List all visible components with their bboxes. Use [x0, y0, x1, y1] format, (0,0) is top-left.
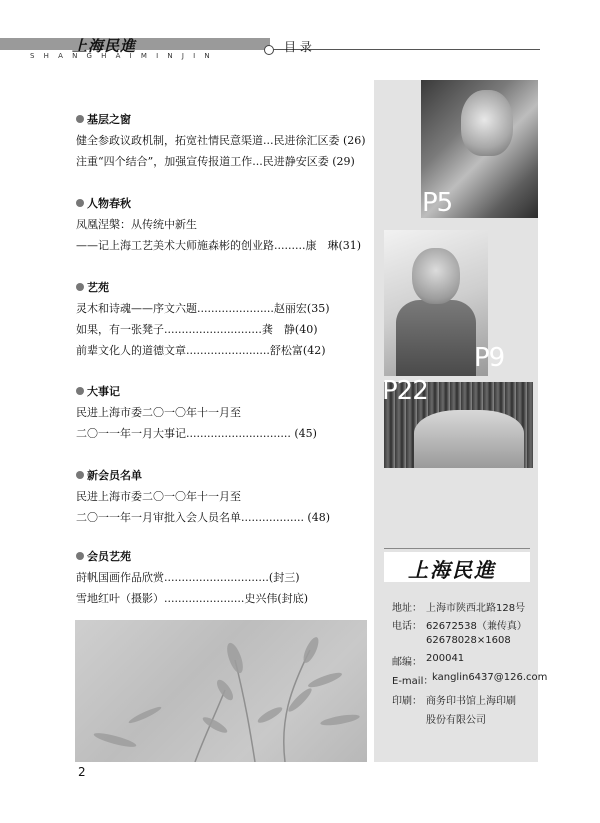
info-label-printer: 印刷：	[392, 696, 422, 707]
toc-entry: 注重“四个结合”，加强宣传报道工作...民进静安区委 (29)	[76, 155, 355, 168]
toc-entry: 健全参政议政机制，拓宽社情民意渠道...民进徐汇区委 (26)	[76, 134, 366, 147]
toc-entry: 凤凰涅槃：从传统中新生	[76, 218, 197, 231]
toc-entry: ——记上海工艺美术大师施森彬的创业路.........康 琳(31)	[76, 239, 362, 252]
toc-entry: 民进上海市委二〇一〇年十一月至	[76, 406, 241, 419]
toc-section-heading: 大事记	[76, 383, 120, 399]
magazine-pinyin: SHANGHAIMINJIN	[30, 52, 219, 60]
bullet-icon	[76, 552, 84, 560]
toc-entry: 前辈文化人的道德文章........................舒松富(42)	[76, 344, 326, 357]
flower-painting-image	[75, 620, 367, 762]
toc-section-heading: 基层之窗	[76, 111, 131, 127]
toc-section-heading: 艺苑	[76, 279, 109, 295]
info-value-printer: 商务印书馆上海印刷	[426, 696, 516, 707]
photo-label-p5: P5	[422, 188, 453, 218]
masthead-title: 上海民進	[408, 558, 496, 582]
masthead-rule	[384, 548, 530, 549]
toc-entry: 二〇一一年一月大事记.............................. (45)	[76, 427, 317, 440]
photo-elderly-man-writing	[384, 230, 488, 376]
bullet-icon	[76, 199, 84, 207]
bullet-icon	[76, 283, 84, 291]
photo-label-p22: P22	[382, 376, 428, 406]
page-number: 2	[78, 765, 86, 779]
toc-entry: 如果，有一张凳子............................龚 静(40)	[76, 323, 318, 336]
photo-label-p9: P9	[474, 343, 505, 373]
bullet-icon	[76, 115, 84, 123]
info-value-email: kanglin6437@126.com	[432, 672, 548, 683]
info-label-email: E-mail：	[392, 676, 434, 687]
info-value-printer-2: 股份有限公司	[426, 715, 486, 726]
header-circle-icon	[264, 45, 274, 55]
toc-entry: 灵木和诗魂——序文六题......................赵丽宏(35)	[76, 302, 330, 315]
toc-entry: 雪地红叶（摄影）.......................史兴伟(封底)	[76, 592, 309, 605]
section-title: 目 录	[284, 40, 312, 54]
toc-entry: 二〇一一年一月审批入会人员名单.................. (48)	[76, 511, 331, 524]
info-value-phone: 62672538（兼传真）	[426, 621, 527, 632]
info-value-address: 上海市陕西北路128号	[426, 603, 526, 614]
info-label-phone: 电话：	[392, 621, 422, 632]
toc-section-heading: 会员艺苑	[76, 548, 131, 564]
magazine-title: 上海民進	[72, 37, 137, 55]
header-rule	[272, 49, 540, 50]
bullet-icon	[76, 471, 84, 479]
info-label-address: 地址：	[392, 603, 422, 614]
info-label-postcode: 邮编：	[392, 657, 422, 668]
toc-entry: 莳帆国画作品欣赏..............................(封三)	[76, 571, 300, 584]
toc-section-heading: 人物春秋	[76, 195, 131, 211]
info-value-postcode: 200041	[426, 653, 465, 664]
toc-section-heading: 新会员名单	[76, 467, 142, 483]
info-value-phone-2: 62678028×1608	[426, 635, 511, 646]
bullet-icon	[76, 387, 84, 395]
toc-entry: 民进上海市委二〇一〇年十一月至	[76, 490, 241, 503]
